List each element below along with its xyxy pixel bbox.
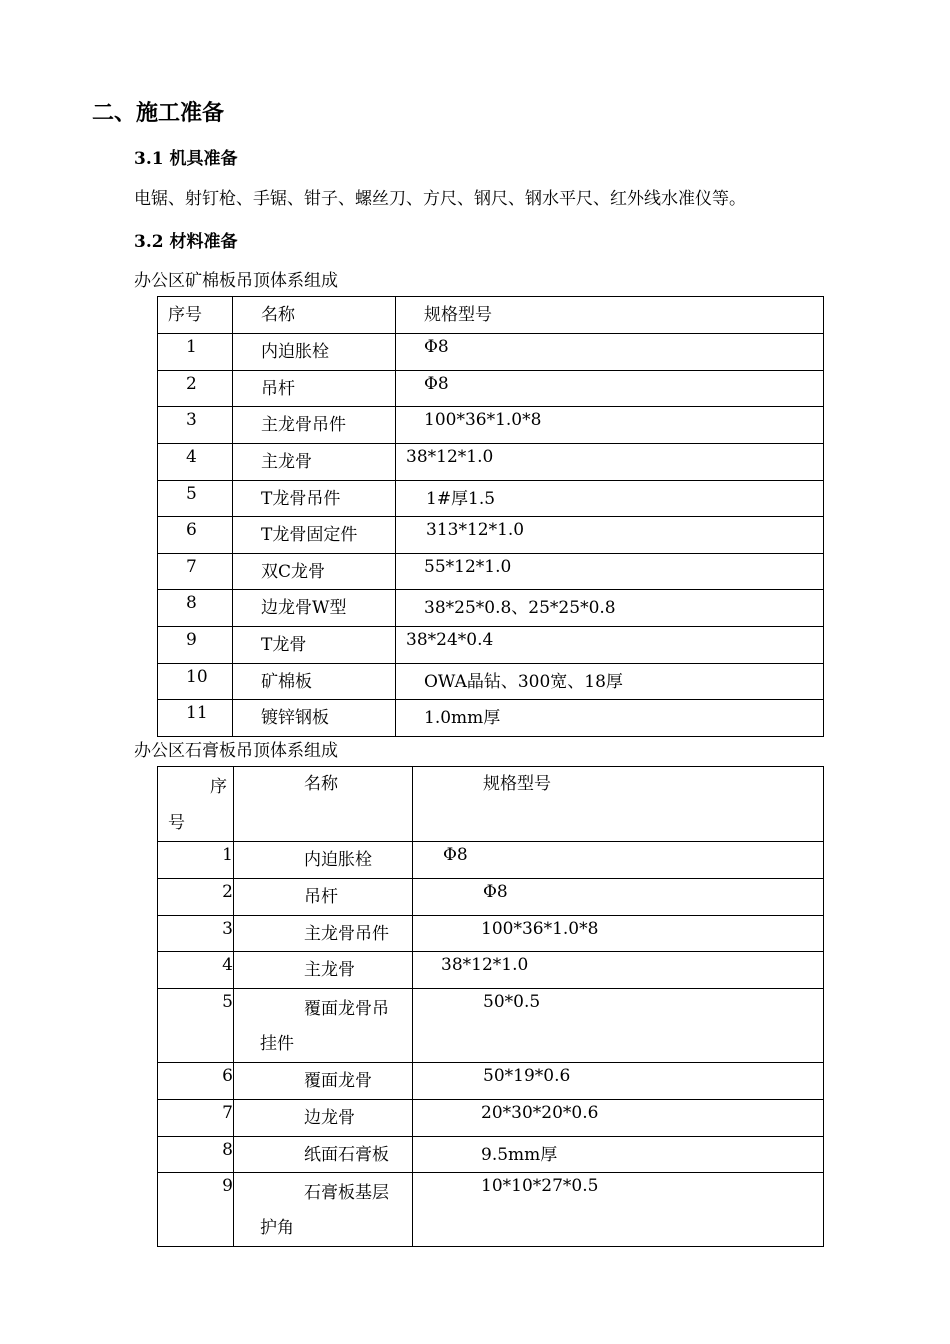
cell-name: 覆面龙骨 [234, 1063, 413, 1100]
mineral-wool-ceiling-table [157, 296, 824, 737]
header-cell-name: 名称 [234, 767, 413, 842]
cell-name: 主龙骨 [234, 952, 413, 989]
cell-no: 3 [158, 407, 233, 444]
header-cell-spec: 规格型号 [396, 297, 824, 334]
table-row [158, 334, 824, 371]
cell-name: 纸面石膏板 [234, 1137, 413, 1173]
cell-name: 边龙骨 [234, 1100, 413, 1137]
cell-no: 6 [158, 1063, 234, 1100]
cell-no: 8 [158, 1137, 234, 1173]
cell-no: 5 [158, 481, 233, 517]
table-row [158, 879, 824, 916]
cell-spec: 1.0mm厚 [396, 700, 824, 737]
cell-spec: 50*0.5 [413, 989, 824, 1063]
table-header-row [158, 297, 824, 334]
table-row [158, 989, 824, 1063]
table-row [158, 916, 824, 952]
cell-no: 11 [158, 700, 233, 737]
cell-spec: Φ8 [396, 371, 824, 407]
cell-spec: 38*12*1.0 [396, 444, 824, 481]
table-row [158, 444, 824, 481]
cell-no: 3 [158, 916, 234, 952]
table-row [158, 1137, 824, 1173]
cell-spec: 38*25*0.8、25*25*0.8 [396, 590, 824, 627]
cell-no: 1 [158, 842, 234, 879]
cell-no: 2 [158, 879, 234, 916]
cell-name: 主龙骨 [233, 444, 396, 481]
table2-caption: 办公区石膏板吊顶体系组成 [134, 741, 338, 761]
cell-no: 7 [158, 554, 233, 590]
cell-name: 镀锌钢板 [233, 700, 396, 737]
table-row [158, 407, 824, 444]
table-row [158, 842, 824, 879]
cell-name: 吊杆 [233, 371, 396, 407]
tools-list-text: 电锯、射钉枪、手锯、钳子、螺丝刀、方尺、钢尺、钢水平尺、红外线水准仪等。 [134, 189, 746, 209]
table-row [158, 517, 824, 554]
cell-spec: 20*30*20*0.6 [413, 1100, 824, 1137]
cell-no: 1 [158, 334, 233, 371]
table-row [158, 371, 824, 407]
cell-name: 双C龙骨 [233, 554, 396, 590]
cell-no: 9 [158, 627, 233, 664]
cell-name: 内迫胀栓 [233, 334, 396, 371]
cell-no: 7 [158, 1100, 234, 1137]
table-row [158, 664, 824, 700]
cell-spec: 9.5mm厚 [413, 1137, 824, 1173]
cell-name: 矿棉板 [233, 664, 396, 700]
header-cell-no: 序 号 [158, 767, 234, 842]
cell-spec: 313*12*1.0 [396, 517, 824, 554]
cell-no: 4 [158, 952, 234, 989]
tools-heading: 3.1 机具准备 [134, 149, 238, 169]
cell-no: 5 [158, 989, 234, 1063]
cell-no: 6 [158, 517, 233, 554]
table-row [158, 1100, 824, 1137]
cell-name: 边龙骨W型 [233, 590, 396, 627]
cell-name: 内迫胀栓 [234, 842, 413, 879]
materials-heading: 3.2 材料准备 [134, 232, 238, 252]
cell-spec: OWA晶钻、300宽、18厚 [396, 664, 824, 700]
cell-spec: 55*12*1.0 [396, 554, 824, 590]
cell-spec: 10*10*27*0.5 [413, 1173, 824, 1247]
cell-name: 石膏板基层 护角 [234, 1173, 413, 1247]
cell-name: 覆面龙骨吊 挂件 [234, 989, 413, 1063]
cell-spec: Φ8 [396, 334, 824, 371]
cell-no: 4 [158, 444, 233, 481]
table-row [158, 481, 824, 517]
cell-name: T龙骨 [233, 627, 396, 664]
cell-spec: 1#厚1.5 [396, 481, 824, 517]
table-row [158, 1173, 824, 1247]
table-row [158, 627, 824, 664]
section-title: 二、施工准备 [92, 100, 225, 126]
cell-name: 主龙骨吊件 [234, 916, 413, 952]
table-row [158, 554, 824, 590]
header-cell-no: 序号 [158, 297, 233, 334]
cell-spec: 50*19*0.6 [413, 1063, 824, 1100]
cell-spec: Φ8 [413, 842, 824, 879]
table-row [158, 952, 824, 989]
cell-no: 9 [158, 1173, 234, 1247]
cell-name: T龙骨固定件 [233, 517, 396, 554]
table-row [158, 590, 824, 627]
table-row [158, 700, 824, 737]
table-row [158, 1063, 824, 1100]
table-header-row [158, 767, 824, 842]
cell-name: 主龙骨吊件 [233, 407, 396, 444]
cell-no: 10 [158, 664, 233, 700]
cell-name: T龙骨吊件 [233, 481, 396, 517]
gypsum-board-ceiling-table [157, 766, 824, 1247]
cell-spec: Φ8 [413, 879, 824, 916]
cell-no: 8 [158, 590, 233, 627]
cell-spec: 100*36*1.0*8 [396, 407, 824, 444]
cell-name: 吊杆 [234, 879, 413, 916]
header-cell-name: 名称 [233, 297, 396, 334]
table1-caption: 办公区矿棉板吊顶体系组成 [134, 271, 338, 291]
cell-no: 2 [158, 371, 233, 407]
cell-spec: 100*36*1.0*8 [413, 916, 824, 952]
cell-spec: 38*12*1.0 [413, 952, 824, 989]
header-cell-spec: 规格型号 [413, 767, 824, 842]
cell-spec: 38*24*0.4 [396, 627, 824, 664]
